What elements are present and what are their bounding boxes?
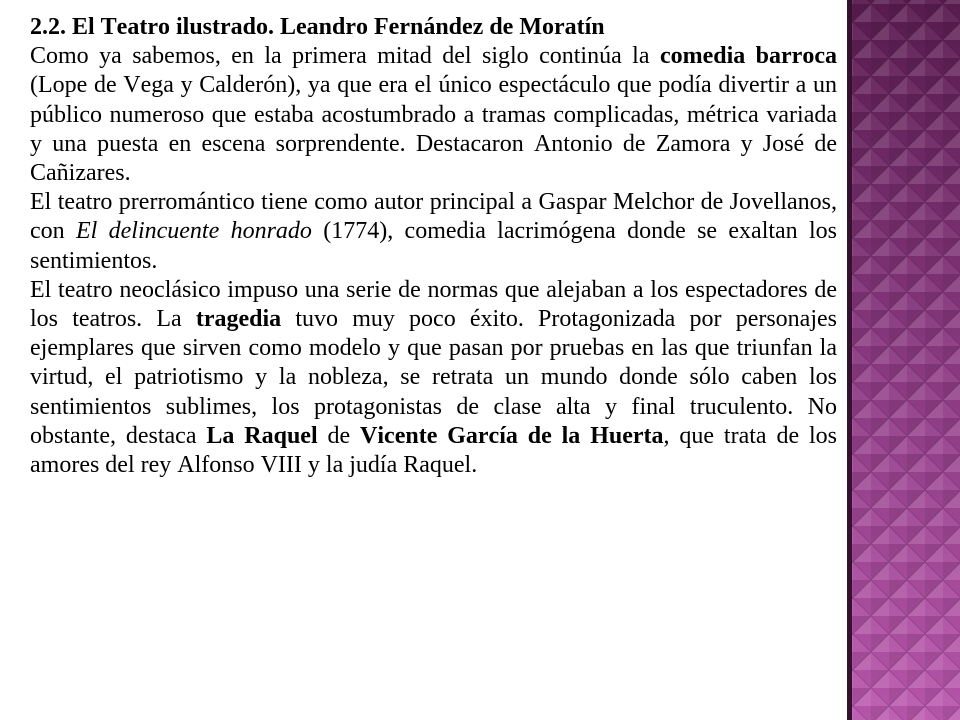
text-run: El teatro neoclásico impuso una serie de normas que alejaban a los espectadores de los teatros. La xyxy=(30,276,837,333)
band-edge-line xyxy=(847,0,852,720)
paragraph-neoclasico xyxy=(30,276,837,480)
bold-work-title: La Raquel xyxy=(206,422,318,449)
text-run: , que trata de los amores del rey Alfonso VIII y la judía Raquel. xyxy=(30,422,837,479)
paragraph-barroco xyxy=(30,42,837,188)
text-run: de xyxy=(317,422,361,449)
text-run: Como ya sabemos, en la primera mitad del siglo continúa la xyxy=(30,43,660,70)
paragraph-prerromantico xyxy=(30,188,837,276)
bold-term-comedia-barroca: comedia barroca xyxy=(659,43,837,70)
text-run: El teatro prerromántico tiene como autor principal a Gaspar Melchor de Jovellanos, con xyxy=(30,189,837,245)
bold-author-name: Vicente García de la Huerta xyxy=(360,422,664,449)
text-run: tuvo muy poco éxito. Protagonizada por personajes ejemplares que sirven como modelo y que pasan por pruebas en las que triunfan la virtud, el patriotismo y la nobleza, se retrata un mundo donde sólo caben los sentimientos sublimes, los protagonistas de clase alta y final truculento. No obstante, destaca xyxy=(30,306,837,449)
text-run: (Lope de Vega y Calderón), ya que era el único espectáculo que podía divertir a un público numeroso que estaba acostumbrado a tramas complicadas, métrica variada y una puesta en escena sorprendente. Destacaron Antonio de Zamora y José de Cañizares. xyxy=(30,72,837,187)
slide-title: 2.2. El Teatro ilustrado. Leandro Fernández de Moratín xyxy=(30,14,605,40)
decorative-side-band xyxy=(847,0,960,720)
text-run: (1774), comedia lacrimógena donde se exaltan los sentimientos. xyxy=(30,218,838,274)
band-diamond-pattern xyxy=(847,0,960,720)
bold-term-tragedia: tragedia xyxy=(195,306,282,333)
slide-text-box xyxy=(30,13,837,480)
italic-work-title: El delincuente honrado xyxy=(75,218,312,245)
